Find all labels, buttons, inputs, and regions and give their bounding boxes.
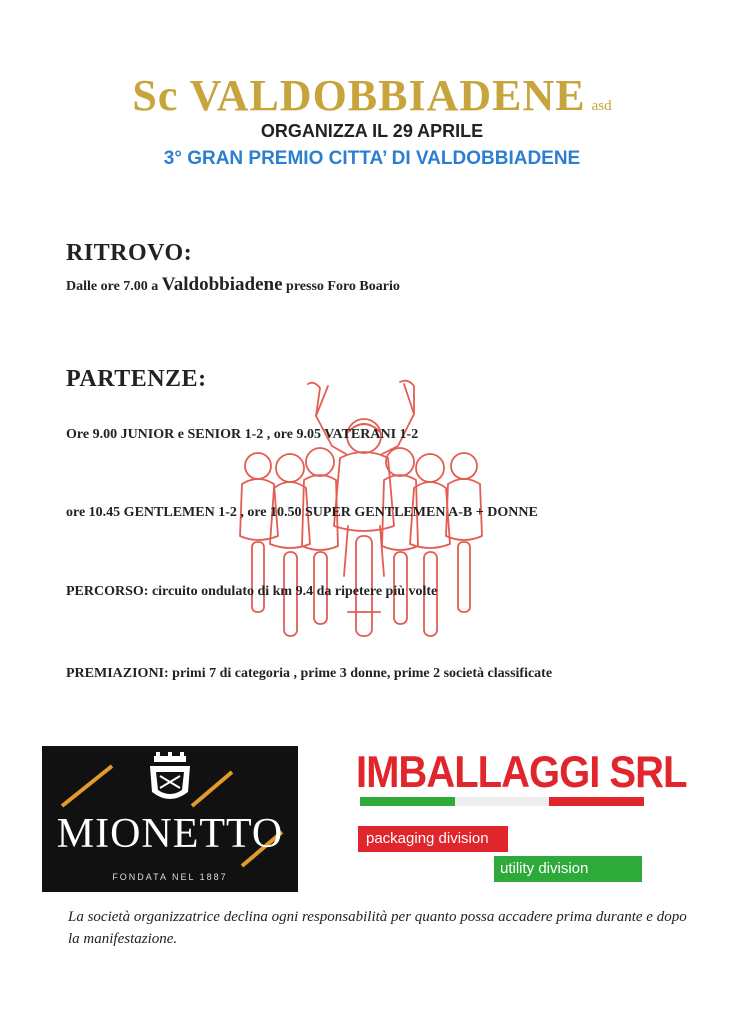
club-title: [0, 70, 744, 121]
disclaimer: La società organizzatrice declina ogni responsabilità per quanto possa accadere prima durante e dopo la manifestazione.: [68, 909, 687, 947]
ritrovo-line: [66, 274, 400, 296]
ritrovo-prefix: Dalle ore 7.00 a: [66, 279, 159, 294]
mionetto-wordmark: MIONETTO: [56, 811, 284, 857]
event-title: 3° GRAN PREMIO CITTA’ DI VALDOBBIADENE: [163, 148, 581, 169]
percorso-line: PERCORSO: circuito ondulato di km 9.4 da ripetere più volte: [66, 584, 438, 599]
ritrovo-place: Valdobbiadene: [161, 274, 283, 295]
premiazioni-text: primi 7 di categoria , prime 3 donne, prime 2 società classificate: [172, 666, 553, 681]
organizes-date: ORGANIZZA IL 29 APRILE: [260, 121, 484, 141]
mionetto-founded: FONDATA NEL 1887: [112, 872, 228, 882]
partenze-heading: PARTENZE:: [66, 366, 207, 392]
ritrovo-suffix: presso Foro Boario: [286, 279, 400, 294]
ritrovo-heading: RITROVO:: [66, 240, 193, 266]
packaging-division-badge: packaging division: [358, 826, 508, 852]
imballaggi-wordmark: IMBALLAGGI SRL: [356, 748, 687, 798]
italian-flag-bar: [360, 797, 644, 806]
club-suffix: asd: [591, 98, 612, 114]
premiazioni-line: [66, 666, 552, 682]
club-name: Sc VALDOBBIADENE: [132, 71, 586, 120]
utility-division-badge: utility division: [494, 856, 642, 882]
premiazioni-label: PREMIAZIONI:: [66, 666, 169, 681]
partenze-line-2: ore 10.45 GENTLEMEN 1-2 , ore 10.50 SUPER GENTLEMEN A-B + DONNE: [66, 505, 538, 520]
mionetto-logo: [42, 746, 298, 892]
partenze-line-1: Ore 9.00 JUNIOR e SENIOR 1-2 , ore 9.05 VATERANI 1-2: [66, 427, 419, 442]
